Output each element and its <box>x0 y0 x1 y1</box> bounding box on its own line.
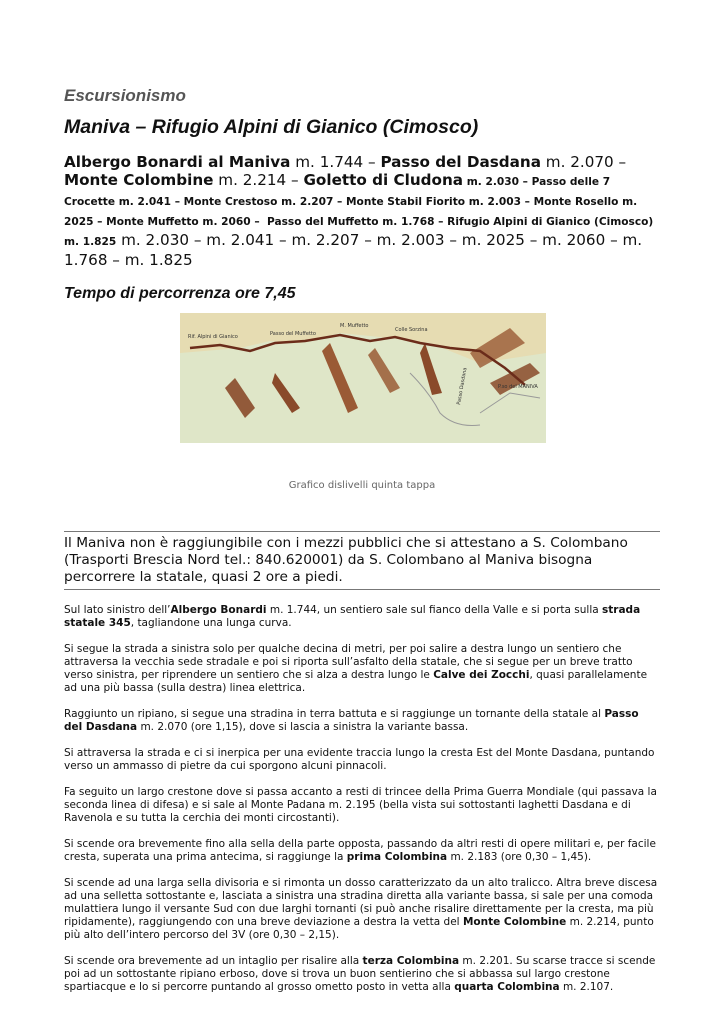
divider-top <box>64 531 660 532</box>
paragraph: Fa seguito un largo crestone dove si passa accanto a resti di trincee della Prima Guerra Mondiale (qui passava la seconda linea di difesa) e si sale al Monte Padana m. 2.195 (bella vista sui sottostanti laghetti Dasdana e di Ravenola e su tutta la cerchia dei monti circostanti). <box>64 786 657 824</box>
route-summary: Albergo Bonardi al Maniva m. 1.744 – Passo del Dasdana m. 2.070 – Monte Colombine m. 2.214 – Goletto di Cludona m. 2.030 – Passo delle 7 Crocette m. 2.041 – Monte Crestoso m. 2.207 – Monte Stabil Fiorito m. 2.003 – Monte Rosello m. 2025 – Monte Muffetto m. 2060 – Passo del Muffetto m. 1.768 – Rifugio Alpini di Gianico (Cimosco) m. 1.825 m. 2.030 – m. 2.041 – m. 2.207 – m. 2.003 – m. 2025 – m. 2060 – m. 1.768 – m. 1.825 <box>64 153 654 269</box>
paragraph: Si scende ad una larga sella divisoria e si rimonta un dosso caratterizzato da un alto tralicco. Altra breve discesa ad una selletta sottostante e, lasciata a sinistra una stradina diretta alla variante bassa, si sale per una comoda mulattiera lungo il versante Sud con due larghi tornanti (si può anche risalire direttamente per la cresta, ma più ripidamente), raggiungendo con una breve deviazione a destra la vetta del Monte Colombine m. 2.214, punto più alto dell’intero percorso del 3V (ore 0,30 – 2,15). <box>64 877 658 941</box>
map-label: P.so del MANIVA <box>498 384 538 390</box>
map-svg <box>180 313 546 443</box>
paragraph: Si scende ora brevemente ad un intaglio per risalire alla terza Colombina m. 2.201. Su scarse tracce si scende poi ad un sottostante ripiano erboso, dove si trova un buon sentierino che si abbassa sul largo crestone spartiacque e lo si percorre puntando al grosso ometto posto in vetta alla quarta Colombina m. 2.107. <box>64 955 656 993</box>
divider-bottom <box>64 589 660 590</box>
transport-notice: Il Maniva non è raggiungibile con i mezzi pubblici che si attestano a S. Colombano (Trasporti Brescia Nord tel.: 840.620001) da S. Colombano al Maniva bisogna percorrere la statale, quasi 2 ore a piedi. <box>64 535 628 585</box>
map-label: M. Muffetto <box>340 323 369 329</box>
map-label: Rif. Alpini di Gianico <box>188 334 238 340</box>
paragraph: Raggiunto un ripiano, si segue una stradina in terra battuta e si raggiunge un tornante della statale al Passo del Dasdana m. 2.070 (ore 1,15), dove si lascia a sinistra la variante bassa. <box>64 708 639 733</box>
map-caption: Grafico dislivelli quinta tappa <box>288 480 436 491</box>
paragraph: Sul lato sinistro dell’Albergo Bonardi m. 1.744, un sentiero sale sul fianco della Valle e si porta sulla strada statale 345, tagliandone una lunga curva. <box>64 604 641 629</box>
document-page <box>64 86 660 1007</box>
map-label: Passo del Muffetto <box>270 331 316 337</box>
page-title: Maniva – Rifugio Alpini di Gianico (Cimosco) <box>64 116 479 138</box>
route-start: Albergo Bonardi al Maniva <box>64 153 291 171</box>
map-label: Colle Sorzina <box>395 327 428 333</box>
paragraph: Si attraversa la strada e ci si inerpica per una evidente traccia lungo la cresta Est del Monte Dasdana, puntando verso un ammasso di pietre da cui sporgono alcuni pinnacoli. <box>64 747 655 772</box>
category-heading: Escursionismo <box>64 86 186 105</box>
paragraph: Si scende ora brevemente fino alla sella della parte opposta, passando da altri resti di opere militari e, per facile cresta, superata una prima antecima, si raggiunge la prima Colombina m. 2.183 (ore 0,30 – 1,45). <box>64 838 656 863</box>
travel-time: Tempo di percorrenza ore 7,45 <box>64 285 296 302</box>
map-label: Passo Dasdana <box>456 367 469 406</box>
paragraph: Si segue la strada a sinistra solo per qualche decina di metri, per poi salire a destra lungo un sentiero che attraversa la vecchia sede stradale e poi si riporta sull’asfalto della statale, che si segue per un breve tratto verso sinistra, per riprendere un sentiero che si alza a destra lungo le Calve dei Zocchi, quasi parallelamente ad una più bassa (sulla destra) linea elettrica. <box>64 643 648 694</box>
elevation-map-image <box>180 313 546 443</box>
